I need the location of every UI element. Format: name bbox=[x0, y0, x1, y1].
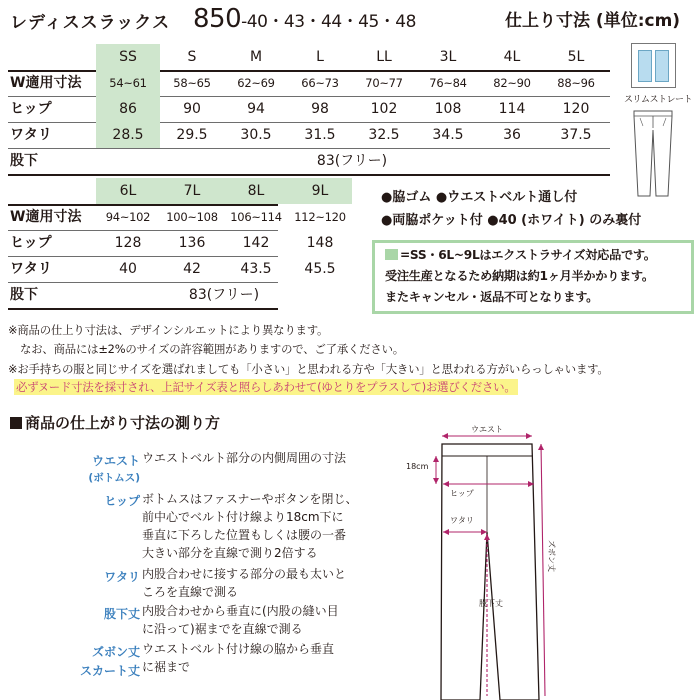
label-thigh: ワタリ bbox=[450, 516, 474, 525]
t1-cell: 30.5 bbox=[240, 127, 272, 143]
t2-cell: 94~102 bbox=[105, 210, 151, 224]
t1-cell: 98 bbox=[311, 101, 329, 117]
length-arrow bbox=[541, 444, 545, 696]
label-18cm: 18cm bbox=[406, 462, 429, 471]
desc-thigh-line-2: ころを直線で測る bbox=[142, 585, 239, 599]
t1-size-l: L bbox=[316, 49, 324, 65]
label-waist: ウエスト bbox=[471, 425, 503, 434]
desc-inseam bbox=[142, 602, 339, 638]
t1-row-0 bbox=[0, 70, 700, 96]
t1-cell: 28.5 bbox=[112, 127, 144, 143]
t1-cell: 62~69 bbox=[237, 76, 275, 90]
green-swatch-icon bbox=[385, 249, 398, 260]
t2-cell: 42 bbox=[183, 261, 201, 277]
waist-arrow-left-icon bbox=[442, 433, 448, 439]
term-waist-label: ウエスト bbox=[91, 454, 140, 468]
desc-hip-line-2: 前中心でベルト付け線より18cm下に bbox=[142, 510, 344, 524]
t1-cell: 29.5 bbox=[176, 127, 208, 143]
extra-size-text-1: =SS・6L~9Lはエクストラサイズ対応品です。 bbox=[400, 248, 656, 262]
t2-header-row bbox=[0, 178, 700, 204]
t1-cell: 34.5 bbox=[432, 127, 464, 143]
t1-cell: 90 bbox=[183, 101, 201, 117]
t2-rule-bottom bbox=[8, 308, 278, 310]
feature-line-1: ●脇ゴム ●ウエストベルト通し付 bbox=[381, 190, 578, 205]
desc-waist-line: ウエストベルト部分の内側周囲の寸法 bbox=[142, 451, 347, 465]
remark-4-highlight: 必ずヌード寸法を採寸され、上記サイズ表と照らしあわせて(ゆとりをプラスして)お選びください。 bbox=[16, 380, 516, 394]
feature-line-2: ●両脇ポケット付 ●40 (ホワイト) のみ裏付 bbox=[381, 213, 642, 228]
waist-arrow-right-icon bbox=[526, 433, 532, 439]
guide-title-text: 商品の仕上がり寸法の測り方 bbox=[25, 414, 221, 432]
t1-cell: 54~61 bbox=[109, 76, 147, 90]
t2-cell: 128 bbox=[114, 235, 142, 251]
t2-cell: 40 bbox=[119, 261, 137, 277]
extra-size-line-3: またキャンセル・返品不可となります。 bbox=[385, 290, 598, 304]
term-inseam: 股下丈 bbox=[103, 607, 140, 621]
t1-inseam-label: 股下 bbox=[10, 153, 38, 169]
t2-cell: 43.5 bbox=[240, 261, 272, 277]
t1-cell: 76~84 bbox=[429, 76, 467, 90]
t1-size-m: M bbox=[249, 49, 263, 65]
t1-cell: 94 bbox=[247, 101, 265, 117]
t2-size-6l: 6L bbox=[96, 178, 160, 204]
slim-icon-left-leg bbox=[638, 50, 652, 82]
cm18-arrow-top-icon bbox=[433, 456, 439, 462]
pants-measurement-diagram bbox=[395, 420, 575, 700]
term-waist bbox=[84, 452, 140, 485]
t1-cell: 88~96 bbox=[557, 76, 595, 90]
t1-cell: 86 bbox=[119, 101, 137, 117]
t1-cell: 58~65 bbox=[173, 76, 211, 90]
label-inseam: 股下丈 bbox=[479, 599, 503, 608]
desc-hip bbox=[142, 490, 358, 562]
pants-thumbnail-icon bbox=[628, 108, 678, 200]
remark-2: なお、商品には±2%のサイズの許容範囲がありますので、ご了承ください。 bbox=[20, 342, 404, 356]
t2-cell: 148 bbox=[306, 235, 334, 251]
extra-size-notice bbox=[372, 240, 694, 314]
t1-size-s: S bbox=[187, 49, 197, 65]
t1-row-1 bbox=[0, 96, 700, 122]
t2-cell: 112~120 bbox=[294, 210, 346, 224]
desc-thigh bbox=[142, 565, 346, 601]
t1-cell: 82~90 bbox=[493, 76, 531, 90]
t1-cell: 37.5 bbox=[560, 127, 592, 143]
term-waist-sub: (ボトムス) bbox=[88, 472, 140, 484]
t2-size-7l: 7L bbox=[160, 178, 224, 204]
t2-cell: 106~114 bbox=[230, 210, 282, 224]
remark-1: ※商品の仕上り寸法は、デザインシルエットにより異なります。 bbox=[8, 323, 329, 337]
t1-rule-bottom bbox=[8, 174, 610, 176]
slim-straight-icon bbox=[631, 43, 676, 88]
pants-outline bbox=[441, 444, 539, 700]
t1-cell: 31.5 bbox=[304, 127, 336, 143]
t1-row-2 bbox=[0, 122, 700, 148]
t1-size-4l: 4L bbox=[503, 49, 521, 65]
t2-cell: 142 bbox=[242, 235, 270, 251]
t2-row-label: W適用寸法 bbox=[10, 209, 82, 225]
t1-size-5l: 5L bbox=[567, 49, 585, 65]
black-square-icon bbox=[10, 417, 22, 429]
t1-size-3l: 3L bbox=[439, 49, 457, 65]
label-hip: ヒップ bbox=[450, 489, 474, 498]
t1-cell: 66~73 bbox=[301, 76, 339, 90]
cm18-arrow-bottom-icon bbox=[433, 478, 439, 484]
t2-row-label: ヒップ bbox=[10, 235, 52, 251]
term-thigh: ワタリ bbox=[104, 570, 140, 584]
desc-inseam-line-2: に沿って)裾までを直線で測る bbox=[142, 622, 303, 636]
t2-cell: 100~108 bbox=[166, 210, 218, 224]
desc-hip-line-4: 大きい部分を直線で測り2倍する bbox=[142, 546, 318, 560]
extra-size-line-1 bbox=[385, 246, 656, 263]
label-length: ズボン丈 bbox=[547, 540, 556, 572]
desc-length bbox=[142, 640, 334, 676]
remark-3: ※お手持ちの服と同じサイズを選ばれましても「小さい」と思われる方や「大きい」と思われる方がいらっしゃいます。 bbox=[8, 362, 609, 376]
desc-length-line-1: ウエストベルト付け線の脇から垂直 bbox=[142, 642, 335, 656]
product-code bbox=[193, 4, 416, 34]
t2-size-9l: 9L bbox=[288, 178, 352, 204]
desc-hip-line-3: 垂直に下ろした位置もしくは腰の一番 bbox=[142, 528, 347, 542]
term-hip: ヒップ bbox=[104, 494, 140, 508]
desc-length-line-2: に裾まで bbox=[142, 660, 191, 674]
t1-row-label: W適用寸法 bbox=[10, 75, 82, 91]
product-title: レディススラックス bbox=[10, 13, 171, 33]
t1-cell: 114 bbox=[498, 101, 526, 117]
term-length-sub: スカート丈 bbox=[79, 664, 140, 678]
term-length-label: ズボン丈 bbox=[91, 645, 140, 659]
t1-row-label: ヒップ bbox=[10, 101, 52, 117]
t1-cell: 36 bbox=[503, 127, 521, 143]
t1-inseam-row bbox=[0, 148, 700, 174]
t1-size-ll: LL bbox=[376, 49, 392, 65]
slim-straight-label: スリムストレート bbox=[624, 95, 693, 105]
t1-cell: 70~77 bbox=[365, 76, 403, 90]
term-length bbox=[74, 643, 140, 679]
t1-header-row bbox=[0, 44, 700, 70]
product-code-main: 850 bbox=[193, 4, 242, 34]
t2-row-label: ワタリ bbox=[10, 261, 52, 277]
t1-cell: 120 bbox=[562, 101, 590, 117]
guide-title bbox=[10, 412, 220, 433]
t1-inseam-value: 83(フリー) bbox=[316, 153, 388, 169]
t1-size-ss: SS bbox=[96, 44, 160, 70]
t1-row-label: ワタリ bbox=[10, 127, 52, 143]
extra-size-line-2: 受注生産となるため納期は約1ヶ月半かかります。 bbox=[385, 269, 654, 283]
t2-inseam-value: 83(フリー) bbox=[188, 287, 260, 303]
desc-hip-line-1: ボトムスはファスナーやボタンを閉じ、 bbox=[142, 492, 358, 506]
t2-cell: 136 bbox=[178, 235, 206, 251]
desc-thigh-line-1: 内股合わせに接する部分の最も太いと bbox=[142, 567, 347, 581]
t2-cell: 45.5 bbox=[304, 261, 336, 277]
t1-cell: 32.5 bbox=[368, 127, 400, 143]
t1-cell: 102 bbox=[370, 101, 398, 117]
t2-inseam-label: 股下 bbox=[10, 287, 38, 303]
desc-waist bbox=[142, 449, 346, 467]
t2-size-8l: 8L bbox=[224, 178, 288, 204]
length-arrow-top-icon bbox=[538, 444, 544, 450]
slim-icon-right-leg bbox=[655, 50, 669, 82]
desc-inseam-line-1: 内股合わせから垂直に(内股の縫い目 bbox=[142, 604, 339, 618]
unit-label: 仕上り寸法 (単位:cm) bbox=[505, 11, 681, 31]
t1-cell: 108 bbox=[434, 101, 462, 117]
product-code-colors: -40・43・44・45・48 bbox=[241, 12, 416, 32]
